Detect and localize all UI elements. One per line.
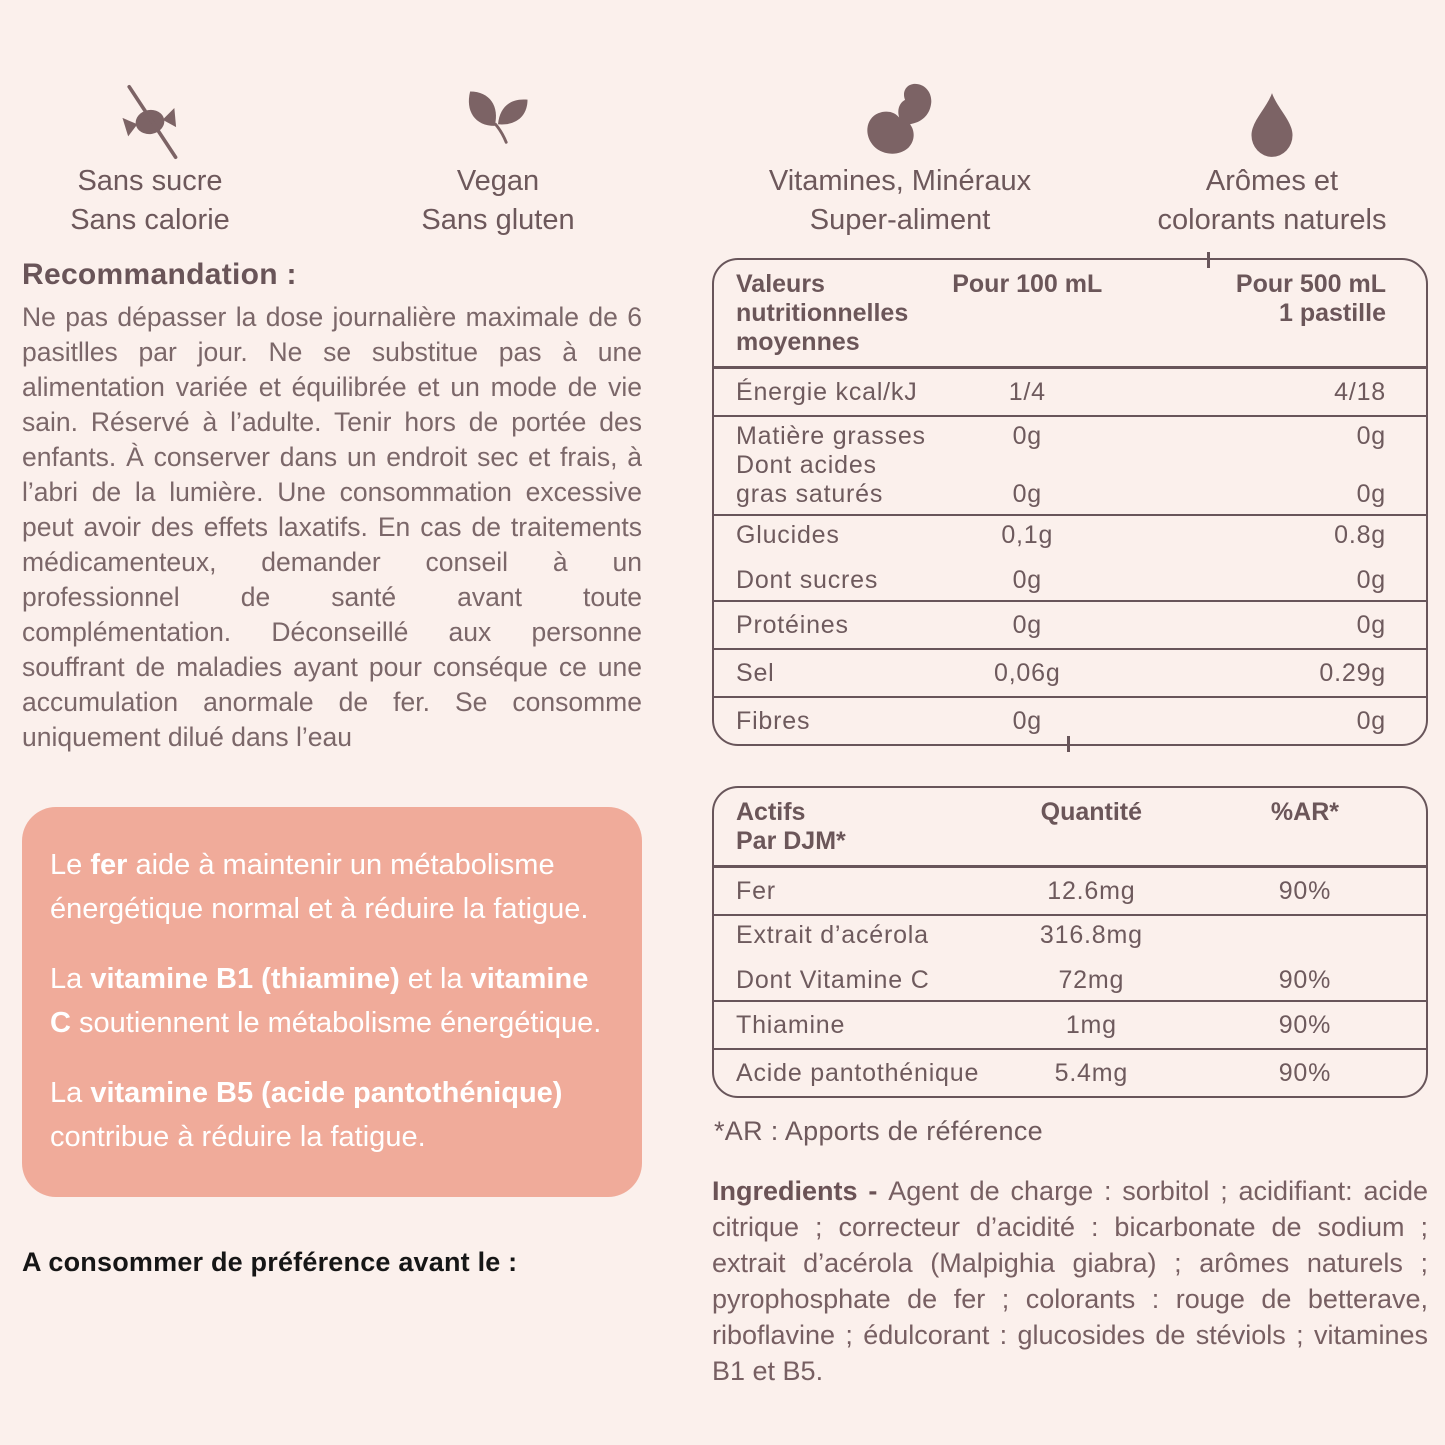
nutrition-section [714, 369, 1426, 417]
nutrition-value-per-500ml: 0g [1356, 422, 1386, 450]
badge-no-sugar [0, 74, 320, 240]
nutrition-value-per-100ml: 0g [1012, 422, 1042, 450]
claim-segment: Le [50, 849, 91, 881]
right-column [712, 258, 1428, 1389]
nutrition-value-per-500ml: 0g [1356, 706, 1386, 735]
actives-header-col1-line1: Actifs [736, 798, 806, 826]
ingredients-paragraph [712, 1173, 1428, 1389]
nutrition-header-col2: Pour 100 mL [952, 270, 1103, 298]
nutrition-header-col1: Valeurs nutritionnelles moyennes [736, 270, 909, 356]
nutrition-value-per-500ml: 0g [1356, 480, 1386, 508]
active-label: Fer [736, 876, 776, 905]
nutrition-value-per-100ml: 0,1g [1001, 521, 1054, 549]
nutrition-row [714, 608, 1426, 642]
nutrition-row [714, 375, 1426, 409]
nutrition-row [714, 567, 1426, 594]
actives-row [714, 967, 1426, 994]
actives-row [714, 1008, 1426, 1042]
nutrition-row [714, 423, 1426, 450]
active-quantity: 72mg [1058, 966, 1125, 994]
die-cut-mark-bottom [1067, 736, 1070, 752]
nutrition-label: Énergie kcal/kJ [736, 377, 918, 406]
active-quantity: 12.6mg [1047, 876, 1136, 905]
nutrition-value-per-100ml: 0g [1012, 566, 1042, 594]
muscle-icon [854, 74, 946, 162]
active-label: Dont Vitamine C [736, 966, 930, 994]
nutrition-value-per-100ml: 1/4 [1008, 377, 1046, 406]
badge-label: colorants naturels [1157, 204, 1387, 236]
nutrition-row [714, 452, 1426, 479]
active-quantity: 5.4mg [1054, 1058, 1129, 1087]
nutrition-value-per-500ml: 0g [1356, 566, 1386, 594]
nutrition-label: Glucides [736, 521, 840, 549]
water-drop-icon [1245, 74, 1299, 162]
nutrition-row [714, 656, 1426, 690]
vegan-leaves-icon [457, 74, 539, 162]
die-cut-mark-top [1207, 252, 1210, 268]
active-reference-intake: 90% [1278, 876, 1332, 905]
badge-label: Arômes et [1205, 165, 1339, 197]
actives-section [714, 1002, 1426, 1050]
badge-natural [1102, 74, 1442, 240]
badge-label: Vegan [456, 165, 540, 197]
nutrition-label: Dont acides [736, 451, 877, 479]
nutrition-label: Matière grasses [736, 422, 926, 450]
nutrition-value-per-500ml: 4/18 [1334, 377, 1386, 406]
badge-vitamins [730, 74, 1070, 240]
nutrition-value-per-500ml: 0.29g [1319, 658, 1386, 687]
nutrition-label: Protéines [736, 610, 849, 639]
actives-table [712, 786, 1428, 1098]
nutrition-value-per-500ml: 0.8g [1334, 521, 1386, 549]
active-label: Extrait d’acérola [736, 921, 929, 949]
claim-segment: La [50, 1077, 91, 1109]
claim-bold-segment: vitamine B1 (thiamine) [90, 963, 400, 995]
claim-text [50, 1071, 614, 1159]
nutrition-value-per-100ml: 0g [1012, 480, 1042, 508]
active-quantity: 316.8mg [1039, 921, 1143, 949]
actives-row [714, 922, 1426, 949]
badge-vegan [328, 74, 668, 240]
nutrition-header-col3-line1: Pour 500 mL [1235, 270, 1386, 298]
nutrition-label: gras saturés [736, 480, 884, 508]
active-label: Thiamine [736, 1010, 846, 1039]
ingredients-text: Agent de charge : sorbitol ; acidifiant: acide citrique ; correcteur d’acidité : bicarbonate de sodium ; extrait d’acérola (Malpighia giabra) ; arômes naturels ; pyrophosphate de fer ; colorants : rouge de betterave, riboflavine ; édulcorant : glucosides de stéviols ; vitamines B1 et B5. [712, 1176, 1429, 1386]
nutrition-table [712, 258, 1428, 746]
badge-label: Sans sucre [77, 165, 223, 197]
nutrition-section [714, 698, 1426, 744]
claim-bold-segment: fer [90, 849, 128, 881]
nutrition-row [714, 522, 1426, 549]
nutrition-value-per-100ml: 0,06g [993, 658, 1061, 687]
reference-footnote: *AR : Apports de référence [714, 1116, 1043, 1146]
actives-header-col1 [714, 798, 999, 856]
health-claims-box [22, 807, 642, 1197]
ingredients-label: Ingredients - [712, 1176, 889, 1206]
claim-text [50, 843, 614, 931]
claim-segment: La [50, 963, 91, 995]
actives-row [714, 874, 1426, 908]
badge-label: Super-aliment [809, 204, 991, 236]
claim-bold-segment: vitamine C [50, 963, 589, 1039]
actives-header-col2: Quantité [1040, 798, 1143, 826]
badge-label: Sans gluten [421, 204, 575, 236]
nutrition-row [714, 704, 1426, 738]
nutrition-label: Dont sucres [736, 566, 879, 594]
nutrition-section [714, 602, 1426, 650]
claim-text [50, 957, 614, 1045]
badge-label: Sans calorie [70, 204, 230, 236]
active-reference-intake: 90% [1278, 966, 1332, 994]
actives-table-body [714, 868, 1426, 1096]
nutrition-header-col3-line2: 1 pastille [1278, 299, 1386, 327]
nutrition-label: Fibres [736, 706, 811, 735]
nutrition-label: Sel [736, 658, 775, 687]
nutrition-section [714, 516, 1426, 602]
active-label: Acide pantothénique [736, 1058, 980, 1087]
nutrition-value-per-100ml: 0g [1012, 706, 1042, 735]
nutrition-value-per-100ml: 0g [1012, 610, 1042, 639]
claim-segment: et la [399, 963, 471, 995]
left-column [22, 258, 642, 1278]
recommendation-title: Recommandation : [22, 258, 297, 291]
active-quantity: 1mg [1065, 1010, 1117, 1039]
actives-row [714, 1056, 1426, 1090]
nutrition-table-body [714, 369, 1426, 744]
nutrition-section [714, 417, 1426, 516]
claim-segment: soutiennent le métabolisme énergétique. [70, 1007, 602, 1039]
nutrition-table-header [714, 260, 1426, 369]
best-before-text: A consommer de préférence avant le : [22, 1247, 518, 1277]
recommendation-body: Ne pas dépasser la dose journalière maximale de 6 pasitlles par jour. Ne se substitue pas à une alimentation variée et équilibrée et un mode de vie sain. Réservé à l’adulte. Tenir hors de portée des enfants. À conserver dans un endroit sec et frais, à l’abri de la lumière. Une consommation excessive peut avoir des effets laxatifs. En cas de traitements médicamenteux, demander conseil à un professionnel de santé avant toute complémentation. Déconseillé aux personne souffrant de maladies ayant pour conséque ce une accumulation anormale de fer. Se consomme uniquement dilué dans l’eau [22, 302, 642, 752]
claim-bold-segment: vitamine B5 (acide pantothénique) [90, 1077, 563, 1109]
badge-label: Vitamines, Minéraux [768, 165, 1032, 197]
no-sugar-candy-icon [107, 74, 193, 162]
actives-table-header [714, 788, 1426, 868]
actives-header-col3: %AR* [1270, 798, 1339, 826]
nutrition-row [714, 481, 1426, 508]
claim-segment: contribue à réduire la fatigue. [50, 1121, 426, 1153]
active-reference-intake: 90% [1278, 1010, 1332, 1039]
actives-section [714, 916, 1426, 1002]
actives-section [714, 868, 1426, 916]
actives-section [714, 1050, 1426, 1096]
actives-header-col1-line2: Par DJM* [736, 827, 846, 855]
nutrition-value-per-500ml: 0g [1356, 610, 1386, 639]
active-reference-intake: 90% [1278, 1058, 1332, 1087]
claim-segment: aide à maintenir un métabolisme énergétique normal et à réduire la fatigue. [50, 849, 589, 925]
nutrition-header-col3 [1127, 270, 1426, 328]
nutrition-section [714, 650, 1426, 698]
